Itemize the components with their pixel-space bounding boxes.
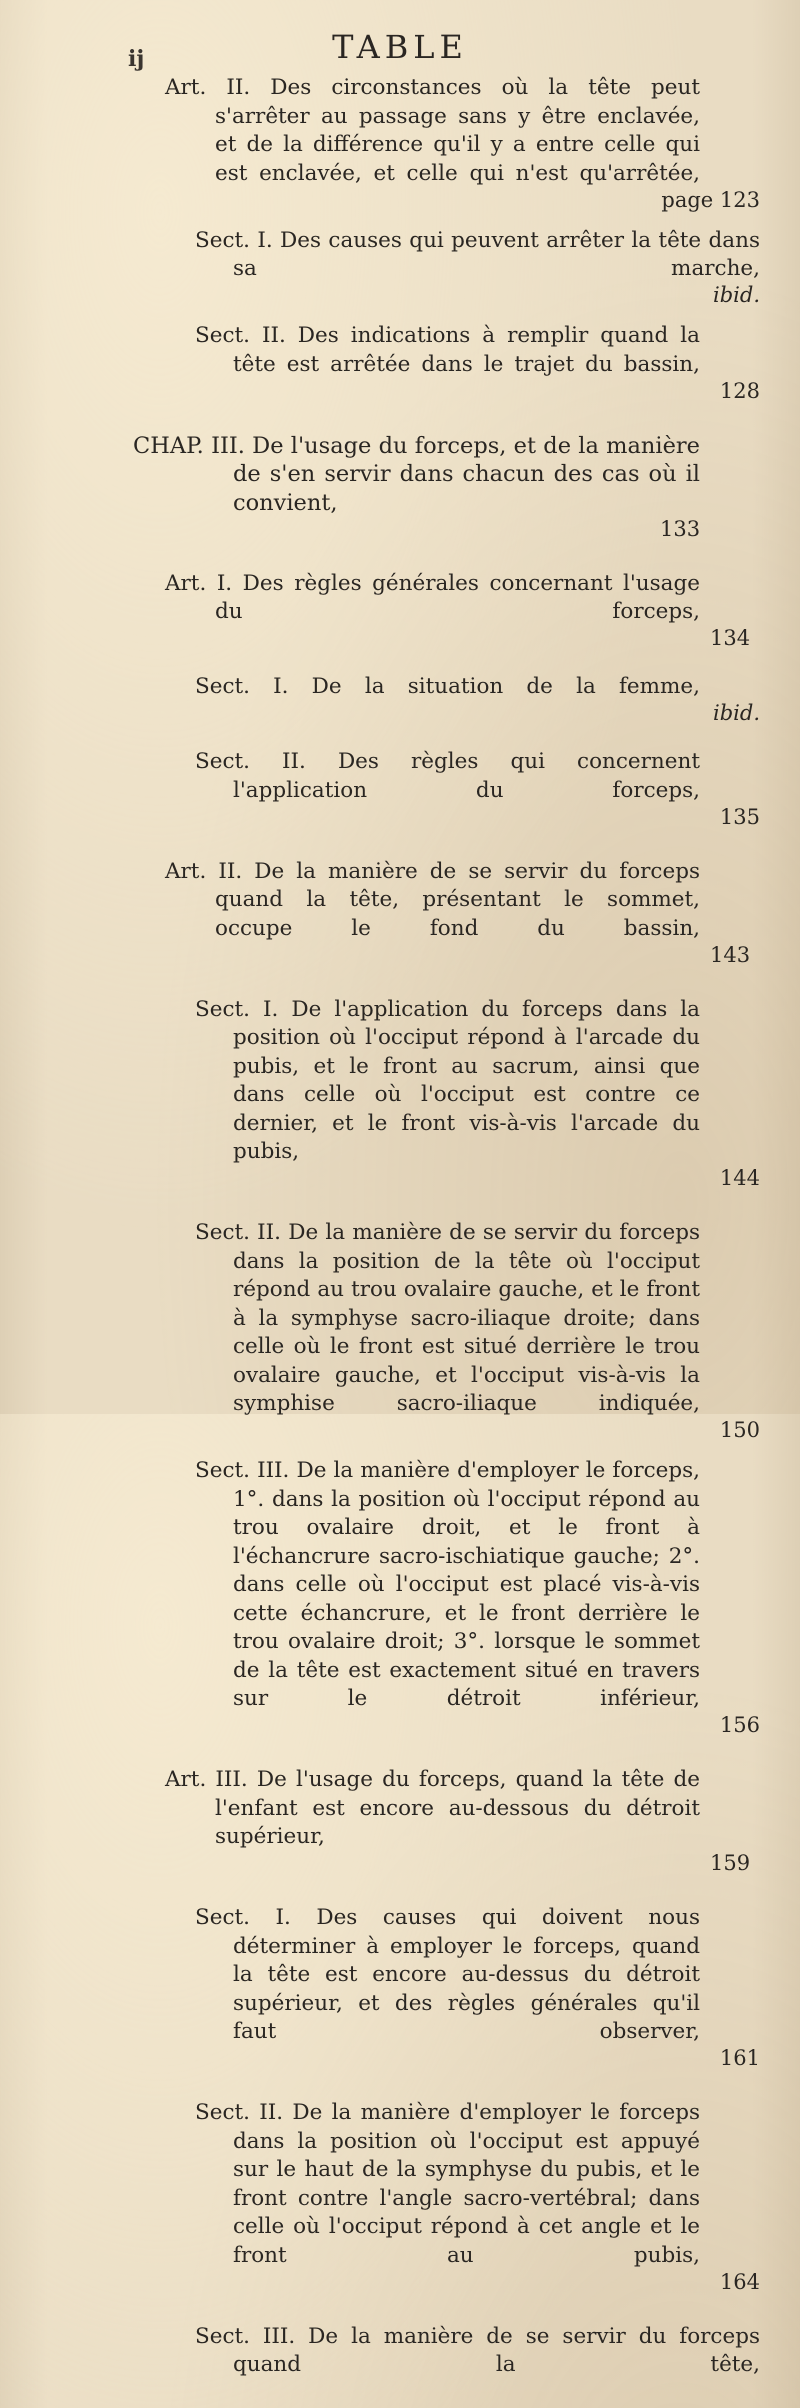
toc-entry-page: 135 <box>758 806 760 828</box>
toc-entry-page: page 123 <box>711 189 760 211</box>
toc-entry <box>195 1457 760 1742</box>
toc-entry-title: Sect. III. De la manière de se servir du forceps quand la tête, <box>233 2323 760 2408</box>
toc-entry-title: Art. II. Des circonstances où la tête peut s'arrêter au passage sans y être enclavée, et de la différence qu'il y a entre celle qui est enclavée, et celle qui n'est qu'arrêtée, <box>215 74 760 217</box>
toc-entry <box>195 673 760 730</box>
toc-entry-title: Sect. II. Des indications à remplir quand la tête est arrêtée dans le trajet du bassin, <box>233 322 760 408</box>
toc-entry-title: Art. II. De la manière de se servir du forceps quand la tête, présentant le sommet, occupe le fond du bassin, <box>215 858 760 972</box>
toc-entry: CHAP. III. De l'usage du forceps, et de la manière de s'en servir dans chacun des cas où il convient, 133 <box>133 432 760 546</box>
toc-entry-page: 144 <box>758 1167 760 1189</box>
toc-entry-title: Art. I. Des règles générales concernant l'usage du forceps, <box>215 570 760 656</box>
table-of-contents <box>0 74 800 2408</box>
toc-entry-page: 128 <box>758 380 760 402</box>
toc-entry-page: 150 <box>758 1419 760 1441</box>
toc-entry: Art. I. Des règles générales concernant l'usage du forceps, 134 <box>165 570 760 656</box>
toc-entry-page: ibid. <box>751 702 760 724</box>
toc-entry <box>195 227 760 313</box>
toc-entry-page: 161 <box>758 2047 760 2069</box>
toc-entry-title: Sect. II. De la manière d'employer le forceps dans la position où l'occiput est appuyé sur le haut de la symphyse du pubis, et le front contre l'angle sacro-vertébral; dans celle où l'occiput répond à cet angle et le front au pubis, <box>233 2099 760 2299</box>
toc-entry-page: 156 <box>758 1714 760 1736</box>
toc-entry <box>195 2323 760 2408</box>
toc-entry-title: Sect. I. De l'application du forceps dans la position où l'occiput répond à l'arcade du pubis, et le front au sacrum, ainsi que dans celle où l'occiput est contre ce dernier, et le front vis-à-vis l'arcade du pubis, <box>233 996 760 1196</box>
running-head: TABLE <box>0 28 800 66</box>
toc-entry <box>165 74 760 217</box>
toc-entry <box>195 748 760 834</box>
toc-entry <box>195 1904 760 2075</box>
toc-entry-title: Art. III. De l'usage du forceps, quand la tête de l'enfant est encore au-dessous du détroit supérieur, <box>215 1766 760 1880</box>
toc-entry-title: Sect. III. De la manière d'employer le forceps, 1°. dans la position où l'occiput répond au trou ovalaire droit, et le front à l'échancrure sacro-ischiatique gauche; 2°. dans celle où l'occiput est placé vis-à-vis cette échancrure, et le front derrière le trou ovalaire droit; 3°. lorsque le sommet de la tête est exactement situé en travers sur le détroit inférieur, <box>233 1457 760 1742</box>
toc-entry-title: Sect. I. Des causes qui doivent nous déterminer à employer le forceps, quand la tête est encore au-dessus du détroit supérieur, et des règles générales qu'il faut observer, <box>233 1904 760 2075</box>
toc-entry-title: Sect. I. Des causes qui peuvent arrêter la tête dans sa marche, <box>233 227 760 313</box>
toc-entry-title: Sect. I. De la situation de la femme, <box>233 673 760 730</box>
toc-entry <box>195 2099 760 2299</box>
toc-entry <box>195 996 760 1196</box>
toc-entry-title: Sect. II. De la manière de se servir du forceps dans la position de la tête où l'occiput répond au trou ovalaire gauche, et le front à la symphyse sacro-iliaque droite; dans celle où le front est situé derrière le trou ovalaire gauche, et l'occiput vis-à-vis la symphise sacro-iliaque indiquée, <box>233 1219 760 1447</box>
toc-entry: Art. II. De la manière de se servir du forceps quand la tête, présentant le sommet, occupe le fond du bassin, 143 <box>165 858 760 972</box>
page-number: ij <box>128 46 144 72</box>
toc-entry-page: 164 <box>758 2271 760 2293</box>
toc-entry-page: ibid. <box>751 284 760 306</box>
toc-entry <box>195 1219 760 1447</box>
toc-entry-title: CHAP. III. De l'usage du forceps, et de la manière de s'en servir dans chacun des cas où il convient, <box>233 432 760 546</box>
toc-entry-title: Sect. II. Des règles qui concernent l'application du forceps, <box>233 748 760 834</box>
toc-entry <box>195 322 760 408</box>
toc-entry: Art. III. De l'usage du forceps, quand la tête de l'enfant est encore au-dessous du détroit supérieur, 159 <box>165 1766 760 1880</box>
